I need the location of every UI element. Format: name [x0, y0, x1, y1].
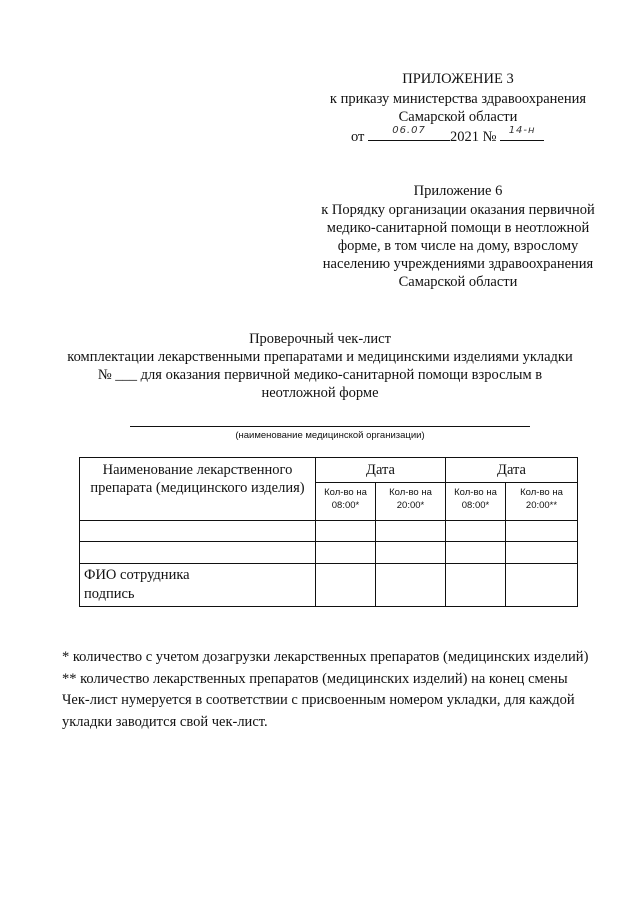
order-date-line: [351, 126, 621, 146]
signature-label: подпись: [84, 586, 135, 602]
table-cell: [376, 564, 446, 607]
footnote: * количество с учетом дозагрузки лекарственных препаратов (медицинских изделий): [62, 649, 589, 665]
from-label: от: [351, 129, 365, 145]
org-name-caption: (наименование медицинской организации): [235, 430, 425, 441]
table-cell: [506, 542, 578, 564]
qty-header: Кол-во на 20:00*: [376, 483, 446, 521]
checklist-subtitle: неотложной форме: [261, 385, 379, 401]
appendix3-line2: Самарской области: [398, 109, 518, 125]
appendix6-title: Приложение 6: [413, 183, 503, 199]
table-cell: [506, 564, 578, 607]
qty-header: Кол-во на 08:00*: [446, 483, 506, 521]
table-cell: [376, 542, 446, 564]
checklist-table: [79, 457, 578, 607]
footnote: ** количество лекарственных препаратов (медицинских изделий) на конец смены: [62, 670, 568, 687]
table-cell: [376, 521, 446, 542]
table-row: [80, 521, 578, 542]
appendix6-line: населению учреждениями здравоохранения: [322, 256, 594, 272]
table-cell: [506, 521, 578, 542]
footnote: Чек-лист нумеруется в соответствии с присвоенным номером укладки, для каждой укладки заводится свой чек-лист.: [62, 692, 575, 730]
table-cell: [446, 564, 506, 607]
number-field: [500, 126, 544, 141]
handwritten-number: 14-н: [508, 125, 536, 136]
footnotes: [62, 647, 602, 733]
table-row: [80, 564, 578, 607]
order-year: 2021: [450, 129, 480, 145]
table-cell: [316, 521, 376, 542]
table-cell: [316, 542, 376, 564]
date-header: Дата: [446, 458, 578, 483]
checklist-subtitle: № ___ для оказания первичной медико-санитарной помощи взрослым в: [97, 367, 543, 383]
table-cell: [80, 521, 316, 542]
fio-signature-cell: [80, 564, 316, 607]
handwritten-date: 06.07: [392, 125, 426, 136]
checklist-title: Проверочный чек-лист: [249, 331, 391, 347]
qty-header: Кол-во на 20:00**: [506, 483, 578, 521]
appendix6-line: Самарской области: [398, 274, 518, 290]
appendix6-line: форме, в том числе на дому, взрослому: [337, 238, 579, 254]
appendix3-line1: к приказу министерства здравоохранения: [329, 91, 587, 107]
table-cell: [80, 542, 316, 564]
table-cell: [446, 542, 506, 564]
org-name-line: [130, 426, 530, 427]
appendix6-line: к Порядку организации оказания первичной: [321, 202, 595, 218]
appendix6-line: медико-санитарной помощи в неотложной: [326, 220, 590, 236]
table-cell: [316, 564, 376, 607]
checklist-subtitle: комплектации лекарственными препаратами и медицинскими изделиями укладки: [67, 349, 573, 365]
name-column-header: Наименование лекарственного препарата (медицинского изделия): [80, 458, 316, 521]
appendix3-title: ПРИЛОЖЕНИЕ 3: [402, 71, 514, 87]
date-field: [368, 126, 450, 141]
date-header: Дата: [316, 458, 446, 483]
number-label: №: [482, 129, 497, 145]
fio-label: ФИО сотрудника: [84, 567, 190, 583]
qty-header: Кол-во на 08:00*: [316, 483, 376, 521]
table-row: [80, 542, 578, 564]
table-cell: [446, 521, 506, 542]
